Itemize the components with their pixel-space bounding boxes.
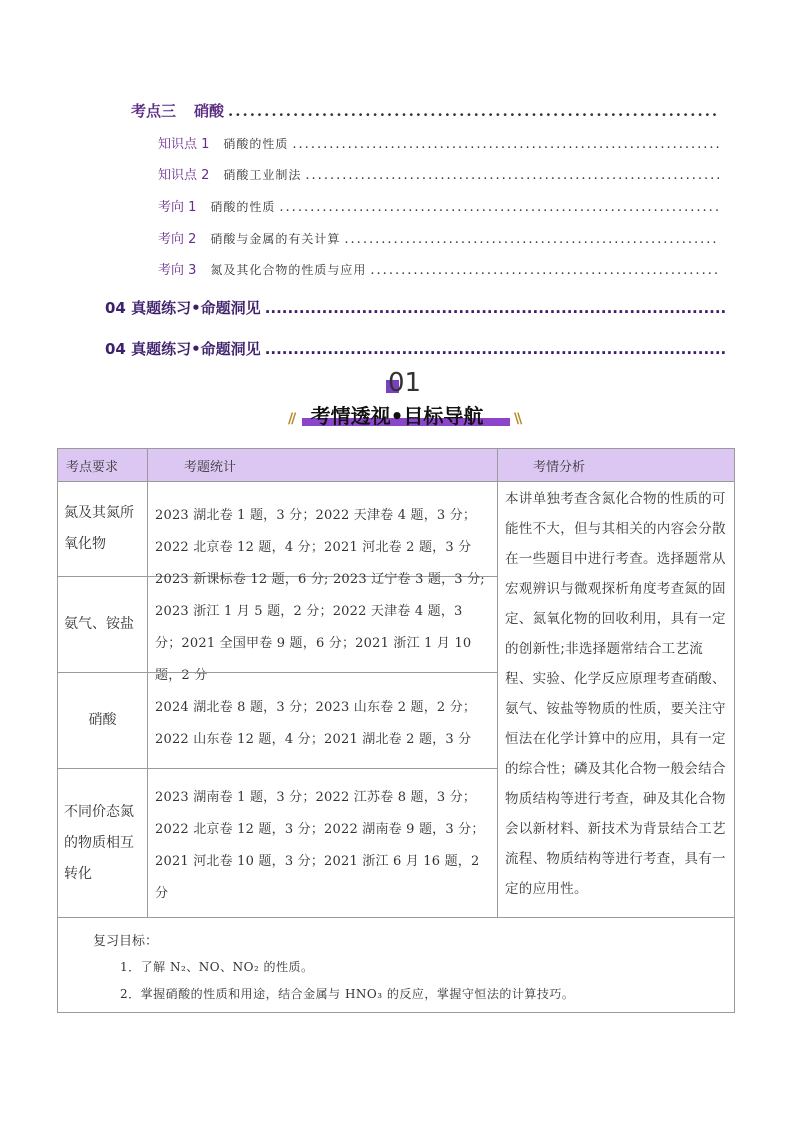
goals-title: 复习目标： xyxy=(93,934,159,949)
toc-item[interactable] xyxy=(158,164,719,183)
toc-item-text: 硝酸工业制法 xyxy=(223,168,302,182)
toc-section-title: 硝酸 xyxy=(194,102,225,120)
toc-item[interactable] xyxy=(158,259,719,278)
exam-analysis-table xyxy=(57,448,735,1013)
row-requirement: 氮及其氮所氧化物 xyxy=(57,481,148,577)
toc-part-title: 04 真题练习•命题洞见 xyxy=(105,340,261,358)
row-requirement: 氨气、铵盐 xyxy=(57,576,148,673)
row-statistics: 2023 湖南卷 1 题，3 分；2022 江苏卷 8 题，3 分；2022 北京卷 12 题，3 分；2022 湖南卷 9 题，3 分；2021 河北卷 10 题，3 分；2021 浙江 6 月 16 题，2 分 xyxy=(147,768,498,918)
header-requirement: 考点要求 xyxy=(57,448,148,482)
toc-leader-dots xyxy=(265,340,725,358)
toc-leader-dots xyxy=(228,102,719,120)
toc-leader-dots xyxy=(265,299,725,317)
toc-leader-dots xyxy=(305,168,719,183)
toc-item-text: 硝酸的性质 xyxy=(210,200,276,214)
toc-item-key: 知识点 2 xyxy=(158,168,210,183)
row-requirement: 硝酸 xyxy=(57,672,148,769)
toc-item-text: 硝酸与金属的有关计算 xyxy=(210,232,341,246)
header-analysis: 考情分析 xyxy=(497,448,735,482)
toc-section-label: 考点三 xyxy=(131,102,177,120)
decor-slash-right: \\ xyxy=(514,411,521,427)
toc-part-04[interactable] xyxy=(105,297,725,318)
toc-leader-dots xyxy=(279,200,719,215)
toc-part-04[interactable] xyxy=(105,338,725,359)
goal-item: 2．掌握硝酸的性质和用途，结合金属与 HNO₃ 的反应，掌握守恒法的计算技巧。 xyxy=(120,987,575,1001)
row-statistics: 2024 湖北卷 8 题，3 分；2023 山东卷 2 题，2 分；2022 山东卷 12 题，4 分；2021 湖北卷 2 题，3 分 xyxy=(147,672,498,769)
toc-item-key: 考向 3 xyxy=(158,263,197,278)
toc-item[interactable] xyxy=(158,228,719,247)
decor-slash-left: // xyxy=(288,411,295,427)
row-statistics: 2023 新课标卷 12 题，6 分; 2023 辽宁卷 3 题，3 分; 2023 浙江 1 月 5 题，2 分；2022 天津卷 4 题，3 分；2021 全国甲卷 9 题，6 分；2021 浙江 1 月 10 题，2 分 xyxy=(147,576,498,673)
toc-item-text: 氮及其化合物的性质与应用 xyxy=(210,263,367,277)
toc-part-title: 04 真题练习•命题洞见 xyxy=(105,299,261,317)
toc-leader-dots xyxy=(292,137,719,152)
row-requirement: 不同价态氮的物质相互转化 xyxy=(57,768,148,918)
row-statistics: 2023 湖北卷 1 题，3 分；2022 天津卷 4 题，3 分；2022 北京卷 12 题，4 分；2021 河北卷 2 题，3 分 xyxy=(147,481,498,577)
toc-item[interactable] xyxy=(158,133,719,152)
toc-section-3[interactable] xyxy=(131,100,719,121)
toc-item-key: 考向 1 xyxy=(158,200,197,215)
toc-item-text: 硝酸的性质 xyxy=(223,137,289,151)
section-number: 01 xyxy=(388,368,422,398)
header-statistics: 考题统计 xyxy=(147,448,498,482)
goal-item: 1．了解 N₂、NO、NO₂ 的性质。 xyxy=(120,960,314,974)
analysis-text: 本讲单独考查含氮化合物的性质的可能性不大，但与其相关的内容会分散在一些题目中进行考查。选择题常从宏观辨识与微观探析角度考查氮的固定、氮氧化物的回收利用，具有一定的创新性;非选择题常结合工艺流程、实验、化学反应原理考查硝酸、氨气、铵盐等物质的性质，要关注守恒法在化学计算中的应用，具有一定的综合性；磷及其化合物一般会结合物质结构等进行考查，砷及其化合物会以新材料、新技术为背景结合工艺流程、物质结构等进行考查，具有一定的应用性。 xyxy=(497,481,735,918)
toc-item-key: 知识点 1 xyxy=(158,137,210,152)
toc-leader-dots xyxy=(370,263,719,278)
toc-item[interactable] xyxy=(158,196,719,215)
review-goals xyxy=(57,917,735,1013)
toc-leader-dots xyxy=(344,232,719,247)
toc-item-key: 考向 2 xyxy=(158,232,197,247)
section-title: 考情透视•目标导航 xyxy=(310,404,484,428)
